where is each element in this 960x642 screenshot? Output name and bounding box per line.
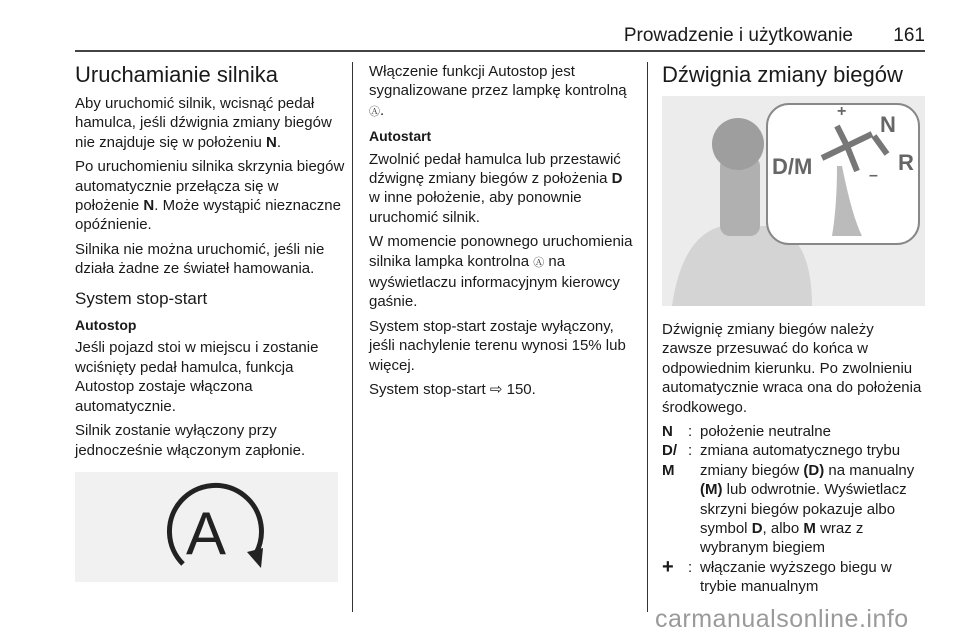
subsection-title: System stop-start bbox=[75, 288, 208, 308]
list-key: D/ M bbox=[662, 442, 677, 479]
section-title: Dźwignia zmiany biegów bbox=[662, 62, 903, 87]
text: . bbox=[276, 133, 281, 151]
paragraph: System stop-start zostaje wyłączony, jeśli nachylenie terenu wynosi 15% lub więcej. bbox=[369, 317, 626, 374]
separator: : bbox=[688, 442, 693, 460]
bold-text: (D) bbox=[803, 461, 825, 479]
text: zmiana automatycznego trybu zmiany biegów bbox=[700, 442, 901, 479]
column-divider bbox=[647, 62, 648, 612]
separator: : bbox=[688, 423, 693, 441]
watermark: carmanualsonline.info bbox=[655, 605, 909, 633]
gear-lever-illustration bbox=[662, 96, 925, 306]
list-value: włączanie wyższego biegu w trybie manualnym bbox=[700, 558, 892, 596]
autostop-a-icon bbox=[75, 472, 338, 582]
paragraph: Silnika nie można uruchomić, jeśli nie działa żadne ze świateł hamowania. bbox=[75, 240, 325, 278]
text: . Może wystąpić nieznaczne opóźnienie. bbox=[75, 197, 341, 234]
text: Zwolnić pedał hamulca lub przestawić dźwignę zmiany biegów z położenia bbox=[369, 150, 621, 188]
column-3 bbox=[662, 62, 926, 597]
list-key: N bbox=[662, 423, 673, 441]
autostop-indicator-icon: Ⓐ bbox=[369, 105, 380, 118]
autostop-indicator-icon: Ⓐ bbox=[533, 256, 545, 269]
text: wraz z wybranym biegiem bbox=[700, 520, 864, 557]
column-divider bbox=[352, 62, 353, 612]
page-header bbox=[75, 26, 925, 52]
bold-text: M bbox=[803, 520, 816, 538]
paragraph: Jeśli pojazd stoi w miejscu i zostanie wciśnięty pedał hamulca, funkcja Autostop zostaje włączona automatycznie. bbox=[75, 339, 319, 415]
bold-text: N bbox=[265, 133, 277, 151]
list-item bbox=[662, 422, 926, 441]
text: na wyświetlaczu informacyjnym kierowcy gaśnie. bbox=[369, 252, 620, 311]
page-reference[interactable]: 150. bbox=[502, 381, 536, 399]
paragraph bbox=[369, 150, 637, 228]
separator: : bbox=[688, 558, 693, 576]
paragraph bbox=[369, 232, 637, 312]
list-value: położenie neutralne bbox=[700, 423, 831, 441]
list-value bbox=[700, 441, 926, 557]
text: . bbox=[380, 101, 385, 119]
section-title: Uruchamianie silnika bbox=[75, 62, 278, 87]
text: Aby uruchomić silnik, wcisnąć pedał hamulca, jeśli dźwignia zmiany biegów nie znajduje się w położeniu bbox=[75, 95, 332, 151]
text: lub odwrotnie. Wyświetlacz skrzyni biegów pokazuje albo symbol bbox=[700, 481, 907, 538]
gear-positions-list bbox=[662, 422, 926, 597]
paragraph bbox=[75, 94, 345, 152]
paragraph bbox=[75, 157, 345, 235]
text: , albo bbox=[762, 520, 804, 538]
bold-text: D bbox=[611, 170, 623, 188]
text: System stop-start bbox=[369, 381, 490, 399]
list-item bbox=[662, 555, 926, 597]
page-number: 161 bbox=[893, 25, 925, 46]
paragraph: Dźwignię zmiany biegów należy zawsze przesuwać do końca w odpowiednim kierunku. Po zwolnieniu automatycznie wraca ona do położenia środkowego. bbox=[662, 321, 922, 416]
text: Po uruchomieniu silnika skrzynia biegów automatycznie przełącza się w położenie bbox=[75, 158, 345, 215]
dm-label: D/M bbox=[772, 154, 813, 179]
figure-symbol: A bbox=[185, 499, 227, 567]
text: w inne położenie, aby ponownie uruchomić silnik. bbox=[369, 189, 582, 226]
r-label: R bbox=[898, 150, 914, 175]
n-label: N bbox=[880, 112, 896, 137]
cross-reference[interactable] bbox=[369, 380, 637, 399]
text: na manualny bbox=[824, 461, 915, 479]
bold-text: (M) bbox=[700, 481, 723, 499]
autostop-symbol-figure bbox=[75, 472, 338, 582]
gear-lever-figure bbox=[662, 96, 925, 306]
list-item bbox=[662, 441, 926, 557]
bold-text: N bbox=[143, 197, 155, 215]
plus-label: + bbox=[837, 103, 847, 120]
column-2 bbox=[369, 62, 637, 405]
text: W momencie ponownego uruchomienia silnika lampka kontrolna bbox=[369, 233, 633, 270]
bold-text: D bbox=[751, 520, 763, 538]
column-1 bbox=[75, 62, 345, 582]
page-reference-arrow-icon: ⇨ bbox=[489, 381, 503, 399]
autostop-heading: Autostop bbox=[75, 317, 137, 334]
paragraph: Silnik zostanie wyłączony przy jednocześnie włączonym zapłonie. bbox=[75, 422, 306, 459]
minus-label: – bbox=[869, 167, 878, 184]
text: Włączenie funkcji Autostop jest sygnalizowane przez lampkę kontrolną bbox=[369, 63, 627, 100]
plus-icon: + bbox=[662, 555, 674, 578]
autostart-heading: Autostart bbox=[369, 128, 432, 145]
paragraph bbox=[369, 62, 637, 122]
header-title: Prowadzenie i użytkowanie bbox=[623, 25, 853, 46]
